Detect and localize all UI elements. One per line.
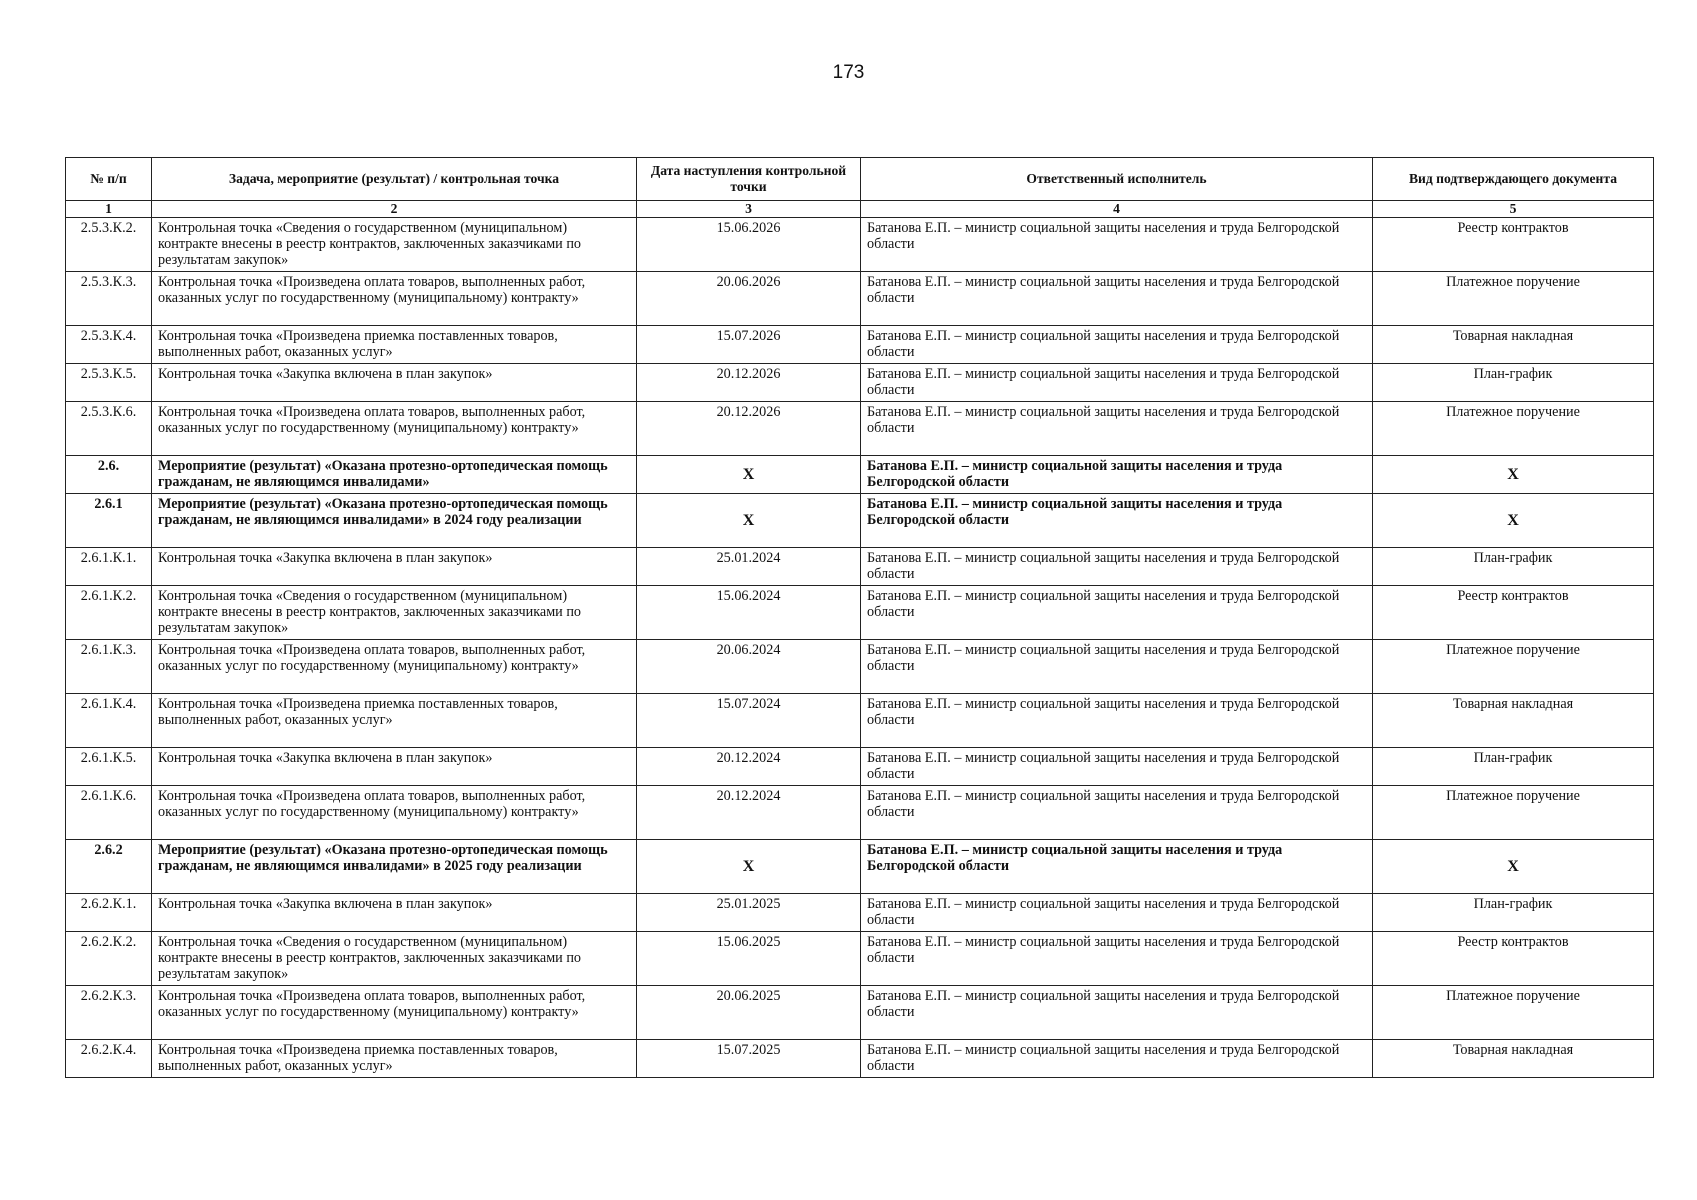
table-row [66,364,1654,402]
row-number: 2.6.1.К.2. [66,586,152,640]
row-date: 20.12.2024 [637,786,861,840]
header-task: Задача, мероприятие (результат) / контрольная точка [152,158,637,201]
row-responsible: Батанова Е.П. – министр социальной защиты населения и труда Белгородской области [861,986,1373,1040]
row-doc: План-график [1373,548,1654,586]
row-number: 2.6.1.К.4. [66,694,152,748]
row-doc: Платежное поручение [1373,402,1654,456]
row-number: 2.6.1 [66,494,152,548]
row-doc: Товарная накладная [1373,326,1654,364]
row-responsible: Батанова Е.П. – министр социальной защиты населения и труда Белгородской области [861,894,1373,932]
row-doc: Платежное поручение [1373,786,1654,840]
row-date: X [637,456,861,494]
row-responsible: Батанова Е.П. – министр социальной защиты населения и труда Белгородской области [861,694,1373,748]
row-task: Контрольная точка «Произведена оплата товаров, выполненных работ, оказанных услуг по государственному (муниципальному) контракту» [152,272,637,326]
table-row [66,694,1654,748]
row-number: 2.6.1.К.5. [66,748,152,786]
row-responsible: Батанова Е.П. – министр социальной защиты населения и труда Белгородской области [861,840,1373,894]
table-row [66,894,1654,932]
row-date: X [637,840,861,894]
row-date: 20.12.2026 [637,364,861,402]
row-task: Контрольная точка «Произведена приемка поставленных товаров, выполненных работ, оказанных услуг» [152,694,637,748]
row-number: 2.5.3.К.3. [66,272,152,326]
row-responsible: Батанова Е.П. – министр социальной защиты населения и труда Белгородской области [861,932,1373,986]
row-date: 15.06.2024 [637,586,861,640]
table-row [66,586,1654,640]
row-task: Контрольная точка «Закупка включена в план закупок» [152,364,637,402]
row-task: Контрольная точка «Произведена оплата товаров, выполненных работ, оказанных услуг по государственному (муниципальному) контракту» [152,786,637,840]
column-number-row [66,201,1654,218]
row-number: 2.6.1.К.3. [66,640,152,694]
table-row [66,986,1654,1040]
row-task: Контрольная точка «Закупка включена в план закупок» [152,894,637,932]
row-doc: Платежное поручение [1373,272,1654,326]
row-number: 2.6.2.К.3. [66,986,152,1040]
row-responsible: Батанова Е.П. – министр социальной защиты населения и труда Белгородской области [861,494,1373,548]
row-date: 20.06.2024 [637,640,861,694]
row-responsible: Батанова Е.П. – министр социальной защиты населения и труда Белгородской области [861,548,1373,586]
row-responsible: Батанова Е.П. – министр социальной защиты населения и труда Белгородской области [861,748,1373,786]
row-date: 15.07.2024 [637,694,861,748]
column-number: 1 [66,201,152,218]
column-number: 3 [637,201,861,218]
row-date: 20.06.2026 [637,272,861,326]
table-row [66,218,1654,272]
table-row [66,1040,1654,1078]
table-row [66,272,1654,326]
row-task: Контрольная точка «Сведения о государственном (муниципальном) контракте внесены в реестр контрактов, заключенных заказчиками по результатам закупок» [152,218,637,272]
row-task: Контрольная точка «Закупка включена в план закупок» [152,548,637,586]
row-date: 20.12.2024 [637,748,861,786]
row-task: Контрольная точка «Закупка включена в план закупок» [152,748,637,786]
row-date: 20.12.2026 [637,402,861,456]
row-task: Контрольная точка «Сведения о государственном (муниципальном) контракте внесены в реестр контрактов, заключенных заказчиками по результатам закупок» [152,586,637,640]
row-doc: Реестр контрактов [1373,218,1654,272]
table-row [66,548,1654,586]
table-row-measure [66,840,1654,894]
row-responsible: Батанова Е.П. – министр социальной защиты населения и труда Белгородской области [861,1040,1373,1078]
row-doc: Платежное поручение [1373,986,1654,1040]
row-date: 15.06.2026 [637,218,861,272]
row-responsible: Батанова Е.П. – министр социальной защиты населения и труда Белгородской области [861,456,1373,494]
row-date: 25.01.2025 [637,894,861,932]
table-row [66,786,1654,840]
column-number: 5 [1373,201,1654,218]
table-row [66,326,1654,364]
row-task: Контрольная точка «Произведена оплата товаров, выполненных работ, оказанных услуг по государственному (муниципальному) контракту» [152,640,637,694]
table-row [66,402,1654,456]
page-number: 173 [832,62,865,83]
row-doc: План-график [1373,748,1654,786]
header-responsible: Ответственный исполнитель [861,158,1373,201]
row-doc: Товарная накладная [1373,1040,1654,1078]
row-doc: Товарная накладная [1373,694,1654,748]
row-doc: План-график [1373,894,1654,932]
table-row-measure [66,494,1654,548]
row-number: 2.6.1.К.6. [66,786,152,840]
row-doc: X [1373,494,1654,548]
control-points-table [65,157,1654,1078]
row-date: 15.07.2026 [637,326,861,364]
row-number: 2.6.2.К.2. [66,932,152,986]
table-row-measure [66,456,1654,494]
row-responsible: Батанова Е.П. – министр социальной защиты населения и труда Белгородской области [861,364,1373,402]
table-row [66,640,1654,694]
row-responsible: Батанова Е.П. – министр социальной защиты населения и труда Белгородской области [861,272,1373,326]
row-number: 2.6.2.К.1. [66,894,152,932]
column-number: 2 [152,201,637,218]
row-task: Контрольная точка «Сведения о государственном (муниципальном) контракте внесены в реестр контрактов, заключенных заказчиками по результатам закупок» [152,932,637,986]
row-date: 20.06.2025 [637,986,861,1040]
row-date: X [637,494,861,548]
header-doc: Вид подтверждающего документа [1373,158,1654,201]
row-number: 2.6.1.К.1. [66,548,152,586]
row-responsible: Батанова Е.П. – министр социальной защиты населения и труда Белгородской области [861,402,1373,456]
header-num: № п/п [66,158,152,201]
row-number: 2.5.3.К.4. [66,326,152,364]
row-number: 2.5.3.К.6. [66,402,152,456]
row-task: Контрольная точка «Произведена приемка поставленных товаров, выполненных работ, оказанных услуг» [152,1040,637,1078]
row-doc: Платежное поручение [1373,640,1654,694]
row-doc: План-график [1373,364,1654,402]
row-task: Контрольная точка «Произведена приемка поставленных товаров, выполненных работ, оказанных услуг» [152,326,637,364]
row-number: 2.6.2 [66,840,152,894]
row-date: 25.01.2024 [637,548,861,586]
row-responsible: Батанова Е.П. – министр социальной защиты населения и труда Белгородской области [861,640,1373,694]
row-number: 2.6.2.К.4. [66,1040,152,1078]
row-date: 15.07.2025 [637,1040,861,1078]
row-task: Мероприятие (результат) «Оказана протезно-ортопедическая помощь гражданам, не являющимся инвалидами» в 2025 году реализации [152,840,637,894]
row-task: Мероприятие (результат) «Оказана протезно-ортопедическая помощь гражданам, не являющимся инвалидами» [152,456,637,494]
table-row [66,748,1654,786]
table-row [66,932,1654,986]
row-doc: X [1373,840,1654,894]
row-number: 2.5.3.К.5. [66,364,152,402]
row-responsible: Батанова Е.П. – министр социальной защиты населения и труда Белгородской области [861,326,1373,364]
row-task: Мероприятие (результат) «Оказана протезно-ортопедическая помощь гражданам, не являющимся инвалидами» в 2024 году реализации [152,494,637,548]
row-doc: Реестр контрактов [1373,932,1654,986]
table-header-row [66,158,1654,201]
row-doc: X [1373,456,1654,494]
header-date: Дата наступления контрольной точки [637,158,861,201]
column-number: 4 [861,201,1373,218]
row-doc: Реестр контрактов [1373,586,1654,640]
row-responsible: Батанова Е.П. – министр социальной защиты населения и труда Белгородской области [861,218,1373,272]
row-number: 2.5.3.К.2. [66,218,152,272]
row-number: 2.6. [66,456,152,494]
row-responsible: Батанова Е.П. – министр социальной защиты населения и труда Белгородской области [861,786,1373,840]
row-task: Контрольная точка «Произведена оплата товаров, выполненных работ, оказанных услуг по государственному (муниципальному) контракту» [152,986,637,1040]
row-task: Контрольная точка «Произведена оплата товаров, выполненных работ, оказанных услуг по государственному (муниципальному) контракту» [152,402,637,456]
row-date: 15.06.2025 [637,932,861,986]
row-responsible: Батанова Е.П. – министр социальной защиты населения и труда Белгородской области [861,586,1373,640]
